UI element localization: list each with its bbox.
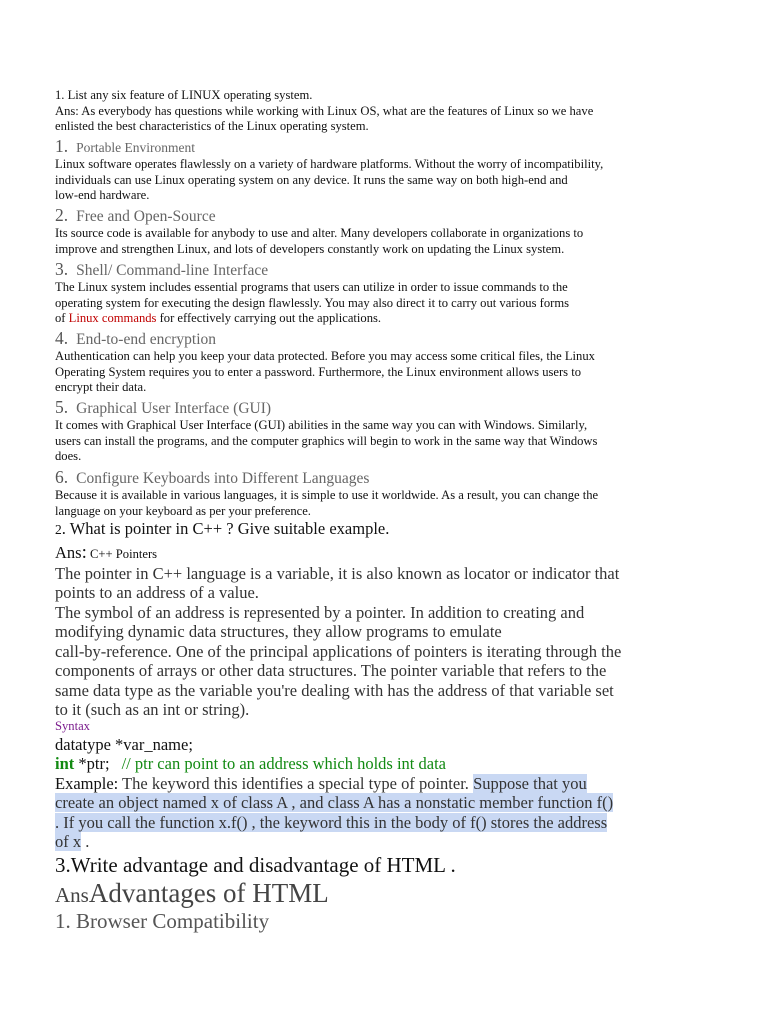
example-highlight-2: create an object named x of class A , and class A has a nonstatic member function f() bbox=[55, 793, 614, 812]
feature-2-line2: improve and strengthen Linux, and lots of developers constantly work on updating the Linux system. bbox=[55, 242, 565, 256]
q3-subheading-1: 1. Browser Compatibility bbox=[55, 909, 270, 933]
feature-5-title: Graphical User Interface (GUI) bbox=[76, 400, 272, 417]
q1-answer-line2: enlisted the best characteristics of the Linux operating system. bbox=[55, 119, 369, 133]
feature-1-title: Portable Environment bbox=[76, 140, 195, 155]
q2-para2-line3: call-by-reference. One of the principal applications of pointers is iterating through the bbox=[55, 642, 622, 661]
feature-6-heading bbox=[55, 467, 369, 488]
feature-1-line2: individuals can use Linux operating system on any device. It runs the same way on both high-end and bbox=[55, 173, 568, 187]
q2-ans-label: Ans bbox=[55, 543, 82, 562]
feature-6-number: 6. bbox=[55, 467, 69, 487]
feature-3-line3-suffix: for effectively carrying out the applications. bbox=[156, 311, 382, 325]
feature-3-line2: operating system for executing the design flawlessly. You may also direct it to carry out various forms bbox=[55, 296, 570, 310]
example-text: The keyword this identifies a special type of pointer. bbox=[118, 774, 474, 793]
feature-2-title: Free and Open-Source bbox=[76, 208, 216, 225]
code-keyword: int bbox=[55, 754, 75, 773]
q2-para1-line2: points to an address of a value. bbox=[55, 583, 259, 602]
feature-5-line2: users can install the programs, and the computer graphics will begin to work in the same way that Windows bbox=[55, 434, 598, 448]
feature-2-number: 2. bbox=[55, 205, 69, 225]
q2-number: 2 bbox=[55, 522, 62, 537]
q2-para2-line6: to it (such as an int or string). bbox=[55, 700, 250, 719]
feature-5-number: 5. bbox=[55, 397, 69, 417]
q3-answer-heading bbox=[55, 878, 329, 909]
feature-4-heading bbox=[55, 328, 216, 349]
feature-4-line2: Operating System requires you to enter a password. Furthermore, the Linux environment allows users to bbox=[55, 365, 582, 379]
feature-6-title: Configure Keyboards into Different Languages bbox=[76, 470, 370, 487]
feature-3-number: 3. bbox=[55, 259, 69, 279]
feature-5-line3: does. bbox=[55, 449, 82, 463]
feature-5-line1: It comes with Graphical User Interface (GUI) abilities in the same way you can with Windows. Similarly, bbox=[55, 418, 588, 432]
example-highlight-1: Suppose that you bbox=[473, 774, 587, 793]
q1-answer-line1: Ans: As everybody has questions while working with Linux OS, what are the features of Linux so we have bbox=[55, 104, 594, 118]
feature-4-line1: Authentication can help you keep your data protected. Before you may access some critical files, the Linux bbox=[55, 349, 595, 363]
q3-advantages-heading: Advantages of HTML bbox=[88, 878, 329, 908]
code-comment: // ptr can point to an address which holds int data bbox=[121, 754, 446, 773]
q2-ans-subtitle: C++ Pointers bbox=[86, 547, 158, 561]
q1-question: 1. List any six feature of LINUX operating system. bbox=[55, 88, 313, 102]
syntax-label: Syntax bbox=[55, 719, 90, 733]
q2-ans-row bbox=[55, 543, 157, 564]
example-highlight-3: . If you call the function x.f() , the keyword this in the body of f() stores the address bbox=[55, 813, 608, 832]
feature-6-line2: language on your keyboard as per your preference. bbox=[55, 504, 311, 518]
code-declaration: *ptr; bbox=[74, 754, 110, 773]
feature-1-number: 1. bbox=[55, 136, 69, 156]
feature-2-line1: Its source code is available for anybody to use and alter. Many developers collaborate in organizations to bbox=[55, 226, 584, 240]
q2-para1-line1: The pointer in C++ language is a variable, it is also known as locator or indicator that bbox=[55, 564, 620, 583]
q2-para2-line5: same data type as the variable you're dealing with has the address of that variable set bbox=[55, 681, 614, 700]
feature-3-heading bbox=[55, 259, 268, 280]
example-highlight-4: of x bbox=[55, 832, 82, 851]
feature-1-line1: Linux software operates flawlessly on a variety of hardware platforms. Without the worry of incompatibility, bbox=[55, 157, 604, 171]
feature-3-title: Shell/ Command-line Interface bbox=[76, 262, 269, 279]
q2-question-text: . What is pointer in C++ ? Give suitable example. bbox=[61, 519, 390, 538]
example-line2 bbox=[55, 793, 613, 813]
feature-1-line3: low-end hardware. bbox=[55, 188, 150, 202]
q2-ans-colon: : bbox=[81, 542, 87, 563]
feature-3-line3 bbox=[55, 311, 381, 327]
q2-para2-line4: components of arrays or other data structures. The pointer variable that refers to the bbox=[55, 661, 607, 680]
feature-3-line3-prefix: of bbox=[55, 311, 69, 325]
q2-para2-line2: modifying dynamic data structures, they allow programs to emulate bbox=[55, 622, 502, 641]
feature-4-title: End-to-end encryption bbox=[76, 331, 217, 348]
example-line1 bbox=[55, 774, 587, 794]
q2-para2-line1: The symbol of an address is represented by a pointer. In addition to creating and bbox=[55, 603, 585, 622]
example-line4 bbox=[55, 832, 89, 852]
q3-question: 3.Write advantage and disadvantage of HTML . bbox=[55, 853, 456, 877]
q2-question bbox=[55, 519, 389, 540]
syntax-code: datatype *var_name; bbox=[55, 735, 193, 754]
example-label: Example: bbox=[55, 774, 119, 793]
example-end: . bbox=[81, 832, 90, 851]
feature-6-line1: Because it is available in various languages, it is simple to use it worldwide. As a result, you can change the bbox=[55, 488, 599, 502]
feature-4-number: 4. bbox=[55, 328, 69, 348]
code-example-row bbox=[55, 754, 446, 774]
q3-ans-label: Ans bbox=[55, 883, 89, 907]
feature-2-heading bbox=[55, 205, 216, 226]
feature-1-heading bbox=[55, 136, 195, 157]
example-line3 bbox=[55, 813, 607, 833]
feature-4-line3: encrypt their data. bbox=[55, 380, 147, 394]
linux-commands-link[interactable]: Linux commands bbox=[68, 311, 157, 325]
feature-3-line1: The Linux system includes essential programs that users can utilize in order to issue commands to the bbox=[55, 280, 568, 294]
feature-5-heading bbox=[55, 397, 271, 418]
